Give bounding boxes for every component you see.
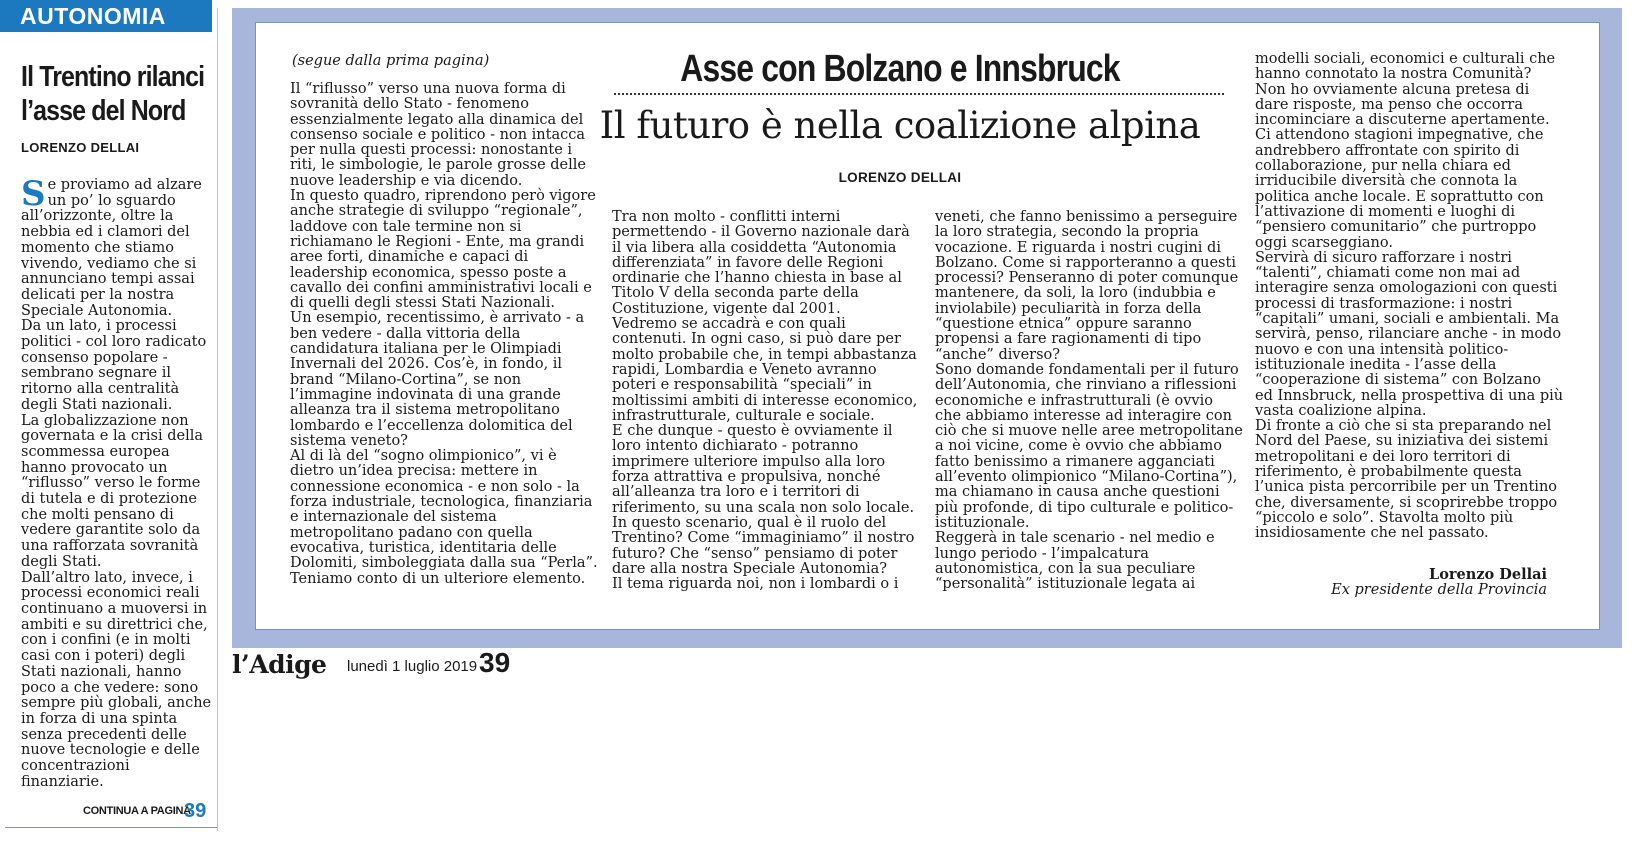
article-text-line: richiamano le Regioni - Ente, ma grandi xyxy=(290,233,585,250)
article-text-line: “anche” diverso? xyxy=(935,346,1061,363)
article-text-line: dietro un’idea precisa: mettere in xyxy=(290,463,538,480)
article-text-line: In questo quadro, riprendono però vigore xyxy=(290,188,596,205)
article-text-line: ordinarie che l’hanno chiesta in base al xyxy=(612,270,902,287)
article-text-line: andrebbero affrontate con spirito di xyxy=(1255,142,1520,159)
article-column-1 xyxy=(290,82,600,587)
left-body-line: in forza di una spinta xyxy=(21,710,178,727)
article-text-line: all’alleanza tra loro e i territori di xyxy=(612,484,860,501)
left-body-line: processi economici reali xyxy=(21,585,200,602)
article-text-line: brand “Milano-Cortina”, se non xyxy=(290,371,522,388)
article-text-line: riti, le simbologie, le parole grosse delle xyxy=(290,157,586,174)
article-text-line: dare risposte, ma penso che occorra xyxy=(1255,96,1523,113)
article-text-line: Costituzione, vigente dal 2001. xyxy=(612,300,841,317)
article-text-line: l’immagine indovinata di una grande xyxy=(290,386,561,403)
article-text-line: processi di trasformazione: i nostri xyxy=(1255,295,1513,312)
left-body-line: senza precedenti delle xyxy=(21,726,187,743)
article-text-line: Invernali del 2026. Cos’è, in fondo, il xyxy=(290,356,563,373)
left-body-line: nuove tecnologie e delle xyxy=(21,742,200,759)
left-body-line: degli Stati. xyxy=(21,553,102,570)
left-body-line: e proviamo ad alzare xyxy=(47,177,202,193)
article-text-line: di quelli degli stessi Stati Nazionali. xyxy=(290,295,555,312)
article-text-line: infrastrutturale, culturale e sociale. xyxy=(612,407,875,424)
continua-page-number: 39 xyxy=(184,800,207,822)
article-text-line: Teniamo conto di un ulteriore elemento. xyxy=(290,570,586,587)
left-body-line: vedere garantite solo da xyxy=(21,522,201,539)
article-text-line: Non ho ovviamente alcuna pretesa di xyxy=(1255,81,1530,98)
article-text-line: istituzionale inedita - l’asse della xyxy=(1255,356,1497,373)
issue-date: lunedì 1 luglio 2019 xyxy=(347,658,478,675)
left-headline-line: l’asse del Nord xyxy=(21,95,186,127)
article-text-line: “pensiero comunitario” che purtroppo xyxy=(1255,219,1537,236)
article-text-line: vocazione. E riguarda i nostri cugini di xyxy=(935,239,1221,256)
left-body-line: scommessa europea xyxy=(21,443,170,460)
article-text-line: connessione economica - e non solo - la xyxy=(290,478,580,495)
article-text-line: Bolzano. Come si rapporteranno a questi xyxy=(935,254,1236,271)
article-headline: Il futuro è nella coalizione alpina xyxy=(599,104,1201,147)
article-text-line: molto probabile che, in tempi abbastanza xyxy=(612,346,917,363)
article-text-line: oggi scarseggiano. xyxy=(1255,234,1393,251)
left-body-line: una rafforzata sovranità xyxy=(21,538,199,555)
article-text-line: insidiosamente che nel passato. xyxy=(1255,525,1489,542)
article-column-4 xyxy=(1255,51,1564,542)
author-role: Ex presidente della Provincia xyxy=(1331,582,1547,598)
article-text-line: irriducibile diversità che connota la xyxy=(1255,173,1518,190)
left-headline-line: Il Trentino rilanci xyxy=(21,61,205,93)
article-text-line: permettendo - il Governo nazionale darà xyxy=(612,224,910,241)
article-text-line: anche strategie di sviluppo “regionale”, xyxy=(290,203,583,220)
article-text-line: fatto benissimo a rimanere agganciati xyxy=(935,453,1215,470)
article-kicker: Asse con Bolzano e Innsbruck xyxy=(680,48,1120,90)
article-text-line: futuro? Che “senso” pensiamo di poter xyxy=(612,545,898,562)
article-text-line: riferimento, su una scala non solo locale. xyxy=(612,499,915,516)
article-text-line: ma chiamano in causa anche questioni xyxy=(935,484,1220,501)
dotted-divider xyxy=(614,93,1224,95)
article-text-line: e internazionale del sistema xyxy=(290,509,497,526)
article-text-line: mantenere, da soli, la loro (indubbia e xyxy=(935,285,1216,302)
segue-note: (segue dalla prima pagina) xyxy=(292,53,490,69)
article-text-line: processi? Penseranno di poter comunque xyxy=(935,270,1239,287)
article-text-line: ciò che si muove nelle aree metropolitane xyxy=(935,423,1243,440)
article-text-line: loro intento dichiarato - potranno xyxy=(612,438,859,455)
article-text-line: forza attrattiva e propulsiva, nonché xyxy=(612,469,881,486)
article-text-line: Vedremo se accadrà e con quali xyxy=(612,316,846,333)
article-text-line: candidatura italiana per le Olimpiadi xyxy=(290,341,562,358)
article-text-line: Un esempio, recentissimo, è arrivato - a xyxy=(290,310,585,327)
article-text-line: In questo scenario, qual è il ruolo del xyxy=(612,514,887,531)
left-body-line: Dall’altro lato, invece, i xyxy=(21,569,193,586)
left-body-line: all’orizzonte, oltre la xyxy=(21,208,174,225)
left-body-line: un po’ lo sguardo xyxy=(47,192,176,209)
left-body-lines xyxy=(21,174,212,790)
article-text-line: differenziata” in favore delle Regioni xyxy=(612,254,884,271)
left-body-line: sempre più globali, anche xyxy=(21,695,212,712)
left-body-line: Speciale Autonomia. xyxy=(21,302,173,319)
article-text-line: modelli sociali, economici e culturali che xyxy=(1255,51,1556,67)
left-body-line: politici - col loro radicato xyxy=(21,334,207,351)
left-body-line: Stati nazionali, hanno xyxy=(21,663,182,680)
article-byline: LORENZO DELLAI xyxy=(838,170,962,185)
continua-label: CONTINUA A PAGINA xyxy=(83,805,191,817)
article-text-line: economiche e infrastrutturali (è ovvio xyxy=(935,392,1213,409)
article-text-line: hanno connotato la nostra Comunità? xyxy=(1255,66,1532,83)
article-text-line: istituzionale. xyxy=(935,514,1030,531)
article-text-line: contenuti. In ogni caso, si può dare per xyxy=(612,331,901,348)
left-body-line: continuano a muoversi in xyxy=(21,600,208,617)
left-body-line: poco a che vedere: sono xyxy=(21,679,199,696)
article-text-line: Trentino? Come “immaginiamo” il nostro xyxy=(612,530,915,547)
article-text-line: il via libera alla cosiddetta “Autonomia xyxy=(612,239,897,256)
article-text-line: Dolomiti, simboleggiata dalla sua “Perla”. xyxy=(290,555,598,572)
article-text-line: metropolitano padano con quella xyxy=(290,524,533,541)
left-body-line: di tutela e di protezione xyxy=(21,491,197,508)
article-text-line: servirà, penso, rilanciare anche - in modo xyxy=(1255,326,1562,343)
author-signature: Lorenzo Dellai xyxy=(1429,566,1547,583)
article-text-line: Ci attendono stagioni impegnative, che xyxy=(1255,127,1544,144)
newspaper-logo: l’Adige xyxy=(232,650,327,679)
article-text-line: laddove con tale termine non si xyxy=(290,218,522,235)
left-body-line: concentrazioni xyxy=(21,758,130,775)
left-body-line: ambiti e su direttrici che, xyxy=(21,616,208,633)
left-body-line: nebbia ed i clamori del xyxy=(21,224,190,241)
article-text-line: Reggerà in tale scenario - nel medio e xyxy=(935,530,1215,547)
article-text-line: l’attivazione di momenti e luoghi di xyxy=(1255,203,1515,220)
left-body-line: con i confini (e in molti xyxy=(21,632,191,649)
article-text-line: nuovo e con una intensità politico- xyxy=(1255,341,1509,358)
left-byline: LORENZO DELLAI xyxy=(21,140,140,155)
article-text-line: sistema veneto? xyxy=(290,432,408,449)
article-text-line: “personalità” istituzionale legata ai xyxy=(935,576,1196,593)
left-body-text xyxy=(21,174,212,790)
left-body-line: Da un lato, i processi xyxy=(21,318,177,335)
article-text-line: sovranità dello Stato - fenomeno xyxy=(290,96,529,113)
left-headline xyxy=(21,60,205,128)
article-text-line: “talenti”, chiamati come non mai ad xyxy=(1255,265,1521,282)
article-text-line: Il “riflusso” verso una nuova forma di xyxy=(290,81,566,97)
article-text-line: Servirà di sicuro rafforzare i nostri xyxy=(1255,249,1512,266)
article-text-line: autonomistica, con la sua peculiare xyxy=(935,560,1196,577)
article-text-line: dare alla nostra Speciale Autonomia? xyxy=(612,560,888,577)
article-text-line: Sono domande fondamentali per il futuro xyxy=(935,361,1239,378)
article-text-line: “questione etnica” oppure saranno xyxy=(935,316,1192,333)
article-text-line: l’unica pista percorribile per un Trentino xyxy=(1255,479,1558,496)
article-text-line: rapidi, Lombardia e Veneto avranno xyxy=(612,361,877,378)
article-text-line: “cooperazione di sistema” con Bolzano xyxy=(1255,372,1542,389)
left-body-line: vivendo, vediamo che si xyxy=(21,255,197,272)
article-text-line: vasta coalizione alpina. xyxy=(1255,402,1427,419)
article-text-line: più profonde, di tipo culturale e politico- xyxy=(935,499,1234,516)
left-body-line: sembrano segnare il xyxy=(21,365,171,382)
article-text-line: Al di là del “sogno olimpionico”, vi è xyxy=(290,448,557,465)
left-body-line: “riflusso” verso le forme xyxy=(21,475,201,492)
article-text-line: consenso sociale e politico - non intacca xyxy=(290,126,585,143)
left-body-line: annunciano tempi assai xyxy=(21,271,195,288)
article-text-line: riferimento, è probabilmente questa xyxy=(1255,464,1522,481)
article-text-line: aree forti, dinamiche e capaci di xyxy=(290,249,529,266)
article-text-line: che abbiamo interesse ad interagire con xyxy=(935,407,1232,424)
article-text-line: cavallo dei confini amministrativi locali e xyxy=(290,279,592,296)
article-text-line: E che dunque - questo è ovviamente il xyxy=(612,423,893,440)
left-body-line: hanno provocato un xyxy=(21,459,168,476)
article-text-line: politica anche locale. E soprattutto con xyxy=(1255,188,1544,205)
article-text-line: “piccolo e solo”. Stavolta molto più xyxy=(1255,509,1514,526)
article-text-line: leadership economica, spesso poste a xyxy=(290,264,567,281)
article-text-line: inviolabile) peculiarità in forza della xyxy=(935,300,1202,317)
article-text-line: interagire senza omologazioni con questi xyxy=(1255,280,1558,297)
left-body-line: ritorno alla centralità xyxy=(21,381,180,398)
article-text-line: Tra non molto - conflitti interni xyxy=(612,209,841,225)
article-text-line: forza industriale, tecnologica, finanziaria xyxy=(290,494,593,511)
article-text-line: imprimere ulteriore impulso alla loro xyxy=(612,453,886,470)
article-text-line: lungo periodo - l’impalcatura xyxy=(935,545,1149,562)
article-text-line: Nord del Paese, su iniziativa dei sistemi xyxy=(1255,433,1549,450)
article-text-line: nuove leadership e via dicendo. xyxy=(290,172,523,189)
article-text-line: Titolo V della seconda parte della xyxy=(612,285,859,302)
article-text-line: lombardo e l’eccellenza dolomitica del xyxy=(290,417,573,434)
left-body-line: degli Stati nazionali. xyxy=(21,396,173,413)
article-text-line: Il tema riguarda noi, non i lombardi o i xyxy=(612,576,899,593)
left-body-line: La globalizzazione non xyxy=(21,412,189,429)
article-text-line: ben vedere - dalla vittoria della xyxy=(290,325,521,342)
article-text-line: che, diversamente, si scoprirebbe troppo xyxy=(1255,494,1558,511)
article-text-line: veneti, che fanno benissimo a perseguire xyxy=(935,209,1238,225)
article-text-line: metropolitani e dei loro territori di xyxy=(1255,448,1511,465)
article-text-line: all’evento olimpionico “Milano-Cortina”), xyxy=(935,469,1238,486)
article-text-line: poteri e responsabilità “speciali” in xyxy=(612,377,872,394)
left-body-line: che molti pensano di xyxy=(21,506,174,523)
article-text-line: dell’Autonomia, che rinviano a riflessioni xyxy=(935,377,1237,394)
left-body-line: consenso popolare - xyxy=(21,349,168,366)
article-text-line: la loro strategia, secondo la propria xyxy=(935,224,1199,241)
article-text-line: collaborazione, pur nella chiara ed xyxy=(1255,158,1511,175)
article-text-line: per nulla questi processi: nonostante i xyxy=(290,142,573,159)
left-body-line: momento che stiamo xyxy=(21,239,174,256)
article-text-line: “capitali” umani, sociali e ambientali. Ma xyxy=(1255,311,1560,328)
article-text-line: moltissimi ambiti di interesse economico, xyxy=(612,392,918,409)
left-body-line: finanziarie. xyxy=(21,773,104,790)
article-text-line: ed Innsbruck, nella prospettiva di una più xyxy=(1255,387,1564,404)
article-column-2 xyxy=(612,209,918,593)
article-text-line: propensi a fare ragionamenti di tipo xyxy=(935,331,1202,348)
section-banner: AUTONOMIA xyxy=(0,0,212,32)
article-text-line: essenzialmente legato alla dinamica del xyxy=(290,111,584,128)
left-body-line: governata e la crisi della xyxy=(21,428,204,445)
article-text-line: a noi vicine, come è ovvio che abbiamo xyxy=(935,438,1222,455)
left-bottom-rule xyxy=(5,827,217,828)
dropcap: S xyxy=(21,174,46,214)
left-body-line: delicati per la nostra xyxy=(21,286,175,303)
article-text-line: Di fronte a ciò che si sta preparando nel xyxy=(1255,418,1552,435)
article-column-3 xyxy=(935,209,1243,593)
article-text-line: alleanza tra il sistema metropolitano xyxy=(290,402,560,419)
left-body-line: casi con i poteri) degli xyxy=(21,648,186,665)
article-text-line: incominciare a discuterne apertamente. xyxy=(1255,112,1550,129)
page-number: 39 xyxy=(479,647,511,678)
article-text-line: evocativa, turistica, identitaria delle xyxy=(290,539,557,556)
